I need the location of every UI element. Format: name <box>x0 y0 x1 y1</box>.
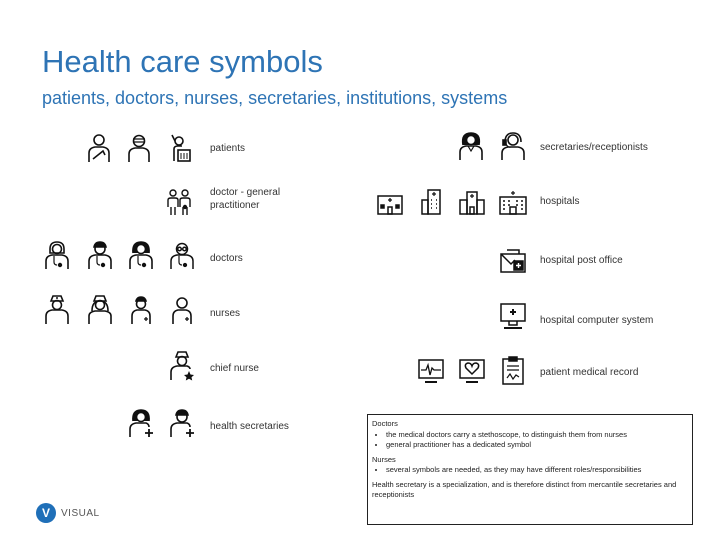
hospital-wings-icon <box>458 188 486 218</box>
nurse-cap-icon <box>43 295 71 325</box>
patient-wheelchair-icon <box>166 133 194 163</box>
list-item: • several symbols are needed, as they may have different roles/responsibilities <box>386 465 688 476</box>
label-hospitals: hospitals <box>540 196 580 207</box>
hospital-tall-icon <box>418 188 446 218</box>
brand-logo <box>36 503 100 523</box>
nurse-cap-hair-icon <box>86 295 114 325</box>
notes-secretary-note: Health secretary is a specialization, and is therefore distinct from mercantile secretaries and receptionists <box>372 479 677 499</box>
health-secretary-male-icon <box>168 408 196 438</box>
notes-nurses-list <box>372 465 688 476</box>
label-health-secretaries: health secretaries <box>210 421 289 432</box>
nurse-bald-icon <box>168 295 196 325</box>
chief-nurse-icon <box>168 351 196 381</box>
nurse-male-icon <box>127 295 155 325</box>
label-doctors: doctors <box>210 253 243 264</box>
ecg-monitor-icon <box>417 356 445 386</box>
hospital-small-icon <box>376 188 404 218</box>
medical-clipboard-icon <box>499 356 527 386</box>
doctor-female-hair-icon <box>127 240 155 270</box>
label-nurses: nurses <box>210 308 241 319</box>
page-subtitle: patients, doctors, nurses, secretaries, institutions, systems <box>42 88 508 108</box>
label-gp-line1: doctor - general <box>210 187 281 198</box>
label-post-office: hospital post office <box>540 255 623 266</box>
patient-bandaged-icon <box>125 133 153 163</box>
notes-nurses-heading: Nurses <box>372 454 396 464</box>
brand-logo-icon: V <box>36 503 56 523</box>
hospital-large-icon <box>499 188 527 218</box>
receptionist-headset-icon <box>499 131 527 161</box>
patient-sling-icon <box>85 133 113 163</box>
general-practitioner-icon <box>166 187 194 217</box>
health-secretary-female-icon <box>127 408 155 438</box>
secretary-female-icon <box>457 131 485 161</box>
label-gp-line2: practitioner <box>210 200 260 211</box>
hospital-post-office-icon <box>499 246 527 276</box>
label-chief-nurse: chief nurse <box>210 363 259 374</box>
doctor-female-icon <box>43 240 71 270</box>
label-patients: patients <box>210 143 246 154</box>
hospital-computer-icon <box>499 301 527 331</box>
doctor-male-icon <box>86 240 114 270</box>
doctor-glasses-icon <box>168 240 196 270</box>
list-item: • general practitioner has a dedicated symbol <box>386 440 688 451</box>
heart-monitor-icon <box>458 356 486 386</box>
label-medical-record: patient medical record <box>540 367 639 378</box>
label-computer-system: hospital computer system <box>540 315 654 326</box>
notes-box <box>367 414 693 525</box>
notes-doctors-list <box>372 430 688 451</box>
page-title: Health care symbols <box>42 44 323 79</box>
notes-doctors-heading: Doctors <box>372 419 398 428</box>
label-secretaries: secretaries/receptionists <box>540 142 648 153</box>
brand-name: VISUAL <box>61 507 100 519</box>
list-item: • the medical doctors carry a stethoscope, to distinguish them from nurses <box>386 430 688 441</box>
